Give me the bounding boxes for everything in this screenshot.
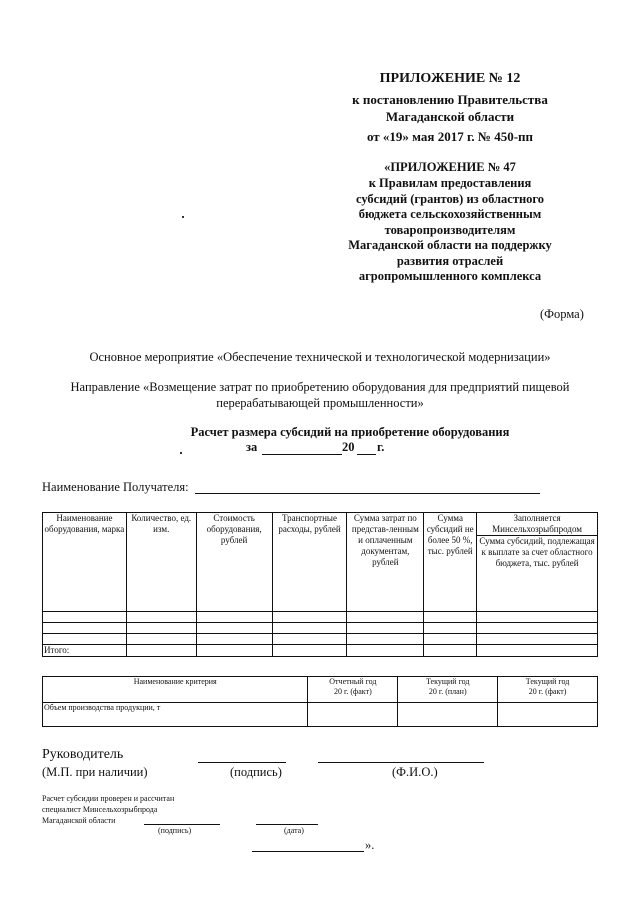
current-year-plan: 20 г. (план) bbox=[428, 687, 467, 696]
small-date-label: (дата) bbox=[284, 826, 304, 835]
sub-appendix-line: Магаданской области на поддержку bbox=[348, 238, 552, 252]
table-row bbox=[43, 623, 598, 634]
report-year-fact: 20 г. (факт) bbox=[334, 687, 372, 696]
closing-line[interactable] bbox=[252, 851, 364, 852]
head-label: Руководитель bbox=[42, 747, 124, 762]
sub-appendix-line: развития отраслей bbox=[396, 253, 504, 268]
signature-line[interactable] bbox=[198, 762, 286, 763]
appendix-date: от «19» мая 2017 г. № 450-пп bbox=[366, 129, 534, 144]
header-expenses: Сумма затрат по представ-ленным и оплаченным документам, рублей bbox=[347, 513, 424, 612]
sub-appendix-line: к Правилам предоставления bbox=[368, 176, 532, 190]
production-volume-label: Объем производства продукции, т bbox=[43, 703, 308, 727]
appendix-to: к постановлению Правительства bbox=[352, 92, 548, 107]
recipient-field[interactable] bbox=[195, 493, 540, 494]
current-year-fact: 20 г. (факт) bbox=[528, 687, 567, 696]
direction-line-2: перерабатывающей промышленности» bbox=[216, 396, 424, 410]
table-row bbox=[43, 634, 598, 645]
small-signature-label: (подпись) bbox=[158, 826, 192, 835]
scan-dot bbox=[182, 216, 184, 218]
appendix-region: Магаданской области bbox=[385, 109, 515, 124]
sub-appendix-line: субсидий (грантов) из областного bbox=[355, 191, 545, 206]
direction-line-1: Направление «Возмещение затрат по приобретению оборудования для предприятий пищевой bbox=[70, 380, 570, 394]
criteria-table bbox=[42, 676, 598, 727]
period-blank[interactable] bbox=[262, 454, 342, 455]
header-equipment-name: Наименование оборудования, марка bbox=[43, 513, 127, 612]
calc-title: Расчет размера субсидий на приобретение оборудования bbox=[190, 425, 510, 439]
specialist-signature-line[interactable] bbox=[144, 824, 220, 825]
total-label: Итого: bbox=[43, 645, 127, 657]
calc-period-suffix: г. bbox=[377, 440, 385, 454]
seal-label: (М.П. при наличии) bbox=[42, 765, 148, 779]
main-event: Основное мероприятие «Обеспечение технической и технологической модернизации» bbox=[89, 350, 551, 364]
checked-line-3: Магаданской области bbox=[42, 816, 116, 825]
scan-dot bbox=[180, 452, 182, 454]
header-report-year bbox=[308, 677, 398, 703]
report-year-label: Отчетный год bbox=[329, 677, 377, 686]
specialist-date-line[interactable] bbox=[256, 824, 318, 825]
header-cost: Стоимость оборудования, рублей bbox=[196, 513, 272, 612]
checked-line-2: специалист Минсельхозрыбпрода bbox=[42, 805, 158, 814]
equipment-table bbox=[42, 512, 598, 657]
header-transport: Транспортные расходы, рублей bbox=[272, 513, 347, 612]
fio-line[interactable] bbox=[318, 762, 484, 763]
sub-appendix-line: товаропроизводителям bbox=[384, 222, 516, 237]
header-ministry-sum: Сумма субсидий, подлежащая к выплате за счет областного бюджета, тыс. рублей bbox=[477, 536, 598, 612]
current-year-label: Текущий год bbox=[525, 677, 570, 686]
header-quantity: Количество, ед. изм. bbox=[126, 513, 196, 612]
sub-appendix-line: агропромышленного комплекса bbox=[358, 269, 542, 283]
calc-period-year: 20 bbox=[342, 440, 355, 454]
current-year-label: Текущий год bbox=[425, 677, 470, 686]
sub-appendix-title: «ПРИЛОЖЕНИЕ № 47 bbox=[384, 160, 516, 174]
form-label: (Форма) bbox=[540, 307, 584, 321]
fio-label: (Ф.И.О.) bbox=[392, 765, 438, 779]
checked-line-1: Расчет субсидии проверен и рассчитан bbox=[42, 794, 175, 803]
sub-appendix-line: бюджета сельскохозяйственным bbox=[358, 207, 542, 221]
closing-quote: ». bbox=[365, 838, 375, 852]
table-row bbox=[43, 612, 598, 623]
total-row bbox=[43, 645, 598, 657]
table-row bbox=[43, 703, 598, 727]
recipient-label: Наименование Получателя: bbox=[42, 480, 189, 494]
signature-label: (подпись) bbox=[230, 765, 282, 779]
header-current-fact bbox=[498, 677, 598, 703]
period-year-blank[interactable] bbox=[357, 454, 376, 455]
calc-period-prefix: за bbox=[246, 440, 258, 454]
header-current-plan bbox=[398, 677, 498, 703]
header-criteria: Наименование критерия bbox=[43, 677, 308, 703]
header-ministry: Заполняется Минсельхозрыбпродом bbox=[477, 513, 598, 536]
header-subsidy: Сумма субсидий не более 50 %, тыс. рублей bbox=[424, 513, 477, 612]
appendix-title: ПРИЛОЖЕНИЕ № 12 bbox=[379, 71, 521, 86]
